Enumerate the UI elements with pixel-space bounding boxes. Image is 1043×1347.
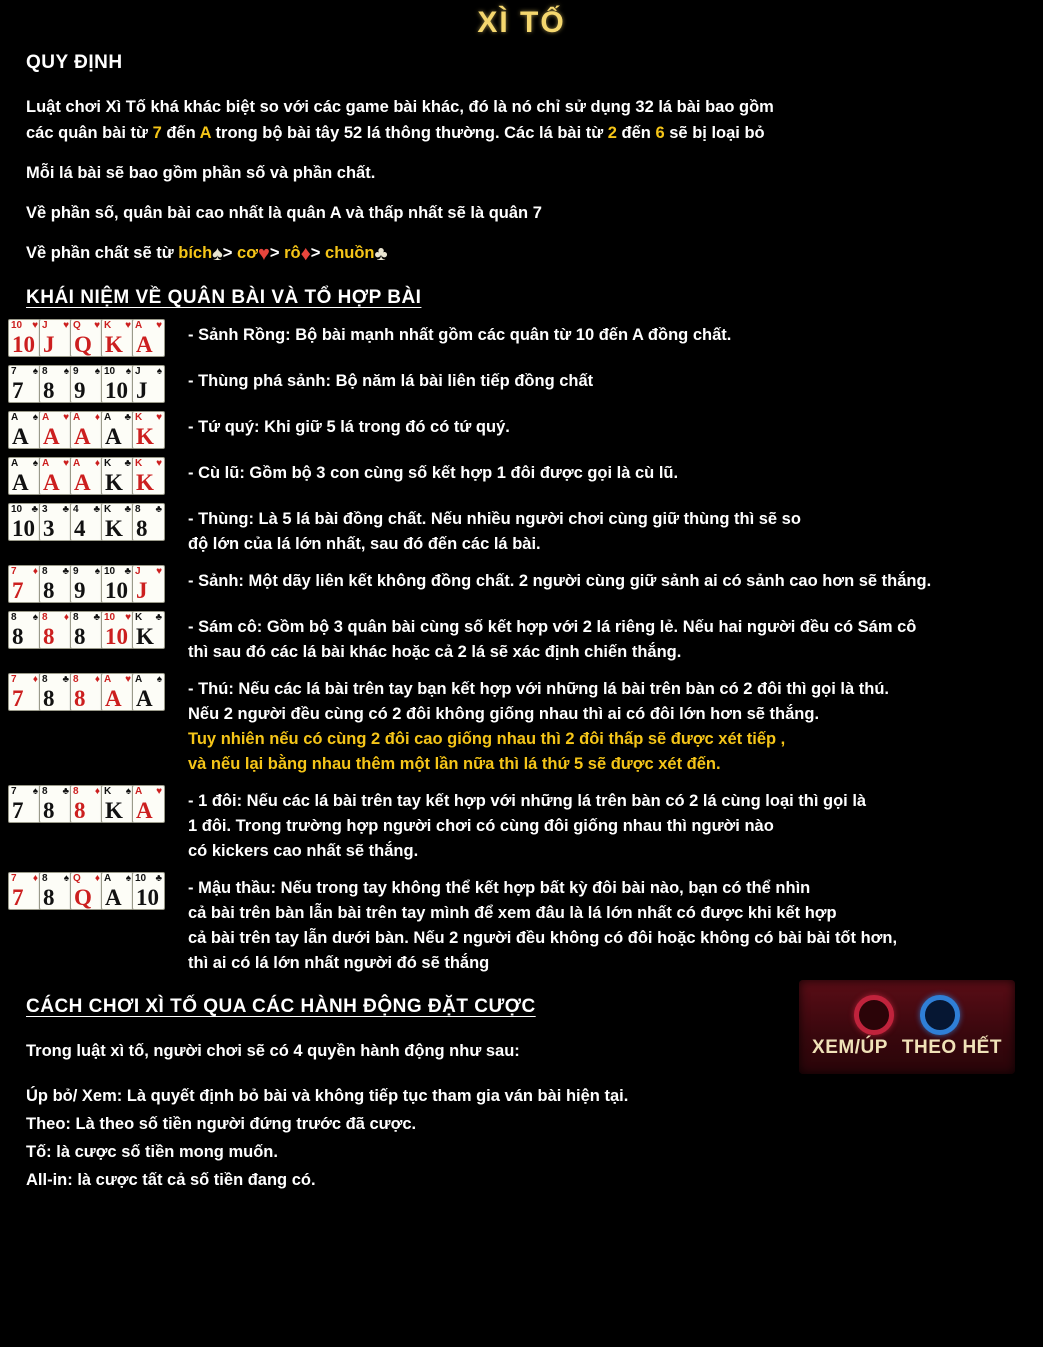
playing-card bbox=[70, 365, 103, 403]
card-rank-large: A bbox=[105, 424, 122, 449]
combo-description-line: cả bài trên bàn lẫn bài trên tay mình để xem đâu là lá lớn nhất có được khi kết hợp bbox=[188, 904, 837, 922]
card-rank: A bbox=[104, 412, 112, 423]
rules-p1-part4: đến bbox=[616, 124, 656, 142]
card-rank-large: J bbox=[43, 332, 55, 357]
playing-card bbox=[132, 319, 165, 357]
playing-card bbox=[39, 503, 72, 541]
card-rank-large: K bbox=[105, 470, 123, 495]
combo-description bbox=[188, 673, 1043, 777]
suit-label-spades: bích bbox=[178, 244, 213, 262]
card-suit-icon: ♥ bbox=[156, 566, 162, 577]
chip-label-fold: XEM/ÚP bbox=[812, 1037, 888, 1058]
card-rank: 8 bbox=[73, 612, 79, 623]
card-rank-large: 8 bbox=[12, 624, 24, 649]
combo-description-line: - Thùng: Là 5 lá bài đồng chất. Nếu nhiều người chơi cùng giữ thùng thì sẽ so bbox=[188, 510, 801, 528]
card-suit-icon: ♦ bbox=[94, 786, 100, 797]
card-rank: K bbox=[135, 458, 143, 469]
card-rank: 9 bbox=[73, 566, 79, 577]
card-rank-large: 8 bbox=[136, 516, 148, 541]
card-rank: 8 bbox=[73, 786, 79, 797]
card-suit-icon: ♠ bbox=[32, 612, 38, 623]
card-suit-icon: ♥ bbox=[156, 412, 162, 423]
fold-chip-icon[interactable] bbox=[854, 995, 894, 1035]
card-suit-icon: ♣ bbox=[62, 786, 69, 797]
card-rank-large: A bbox=[43, 470, 60, 495]
rules-p1-part1: các quân bài từ bbox=[26, 124, 153, 142]
combo-row bbox=[8, 785, 1043, 864]
heart-icon: ♥ bbox=[257, 243, 270, 265]
card-suit-icon: ♠ bbox=[32, 786, 38, 797]
playing-card bbox=[70, 785, 103, 823]
card-suit-icon: ♠ bbox=[156, 366, 162, 377]
card-rank-large: A bbox=[105, 885, 122, 910]
combo-description bbox=[188, 457, 1043, 486]
playing-card bbox=[8, 673, 41, 711]
combo-description bbox=[188, 319, 1043, 348]
playing-card bbox=[8, 565, 41, 603]
combo-description-line: cả bài trên tay lẫn dưới bàn. Nếu 2 người đều không có đôi hoặc không có bài bài tốt hơn, bbox=[188, 929, 898, 947]
playing-card bbox=[8, 503, 41, 541]
rules-p1-key-2: 2 bbox=[607, 124, 617, 142]
playing-card bbox=[39, 457, 72, 495]
playing-card bbox=[70, 319, 103, 357]
card-rank-large: 10 bbox=[136, 885, 159, 910]
card-rank: 8 bbox=[42, 786, 48, 797]
playing-card bbox=[39, 673, 72, 711]
card-rank-large: 3 bbox=[43, 516, 55, 541]
combo-row bbox=[8, 365, 1043, 403]
combo-row bbox=[8, 611, 1043, 665]
combo-row bbox=[8, 411, 1043, 449]
card-rank: 10 bbox=[104, 366, 116, 377]
combo-row bbox=[8, 457, 1043, 495]
card-suit-icon: ♦ bbox=[63, 612, 69, 623]
card-suit-icon: ♥ bbox=[32, 320, 38, 331]
card-rank-large: 8 bbox=[43, 686, 55, 711]
card-suit-icon: ♣ bbox=[62, 674, 69, 685]
card-rank-large: 10 bbox=[12, 332, 35, 357]
betting-action-item: Tố: là cược số tiền mong muốn. bbox=[26, 1143, 278, 1161]
card-suit-icon: ♥ bbox=[94, 320, 100, 331]
card-rank: 9 bbox=[73, 366, 79, 377]
playing-card bbox=[101, 565, 134, 603]
betting-intro: Trong luật xì tố, người chơi sẽ có 4 quyền hành động như sau: bbox=[26, 1042, 520, 1060]
card-rank-large: 10 bbox=[12, 516, 35, 541]
card-rank: A bbox=[42, 412, 50, 423]
card-suit-icon: ♦ bbox=[32, 674, 38, 685]
combo-description-line: thì sau đó các lá bài khác hoặc cả 2 lá sẽ xác định chiến thắng. bbox=[188, 643, 682, 661]
page-title: XÌ TỐ bbox=[477, 6, 566, 39]
card-rank-large: 10 bbox=[105, 578, 128, 603]
card-suit-icon: ♣ bbox=[62, 566, 69, 577]
combo-description-line: - Mậu thầu: Nếu trong tay không thể kết hợp bất kỳ đôi bài nào, bạn có thể nhìn bbox=[188, 879, 811, 897]
combo-description bbox=[188, 365, 1043, 394]
playing-card bbox=[39, 611, 72, 649]
card-rank-large: A bbox=[136, 798, 153, 823]
playing-card bbox=[101, 673, 134, 711]
spade-icon: ♠ bbox=[212, 243, 223, 265]
card-rank: 10 bbox=[104, 612, 116, 623]
rules-p1-part3: trong bộ bài tây 52 lá thông thường. Các lá bài từ bbox=[210, 124, 608, 142]
betting-section bbox=[0, 996, 1043, 1194]
card-suit-icon: ♠ bbox=[32, 366, 38, 377]
card-rank-large: 9 bbox=[74, 378, 86, 403]
card-rank-large: 7 bbox=[12, 578, 24, 603]
betting-action-item: Theo: Là theo số tiền người đứng trước đã cược. bbox=[26, 1115, 417, 1133]
card-rank: A bbox=[42, 458, 50, 469]
playing-card bbox=[101, 611, 134, 649]
card-rank: K bbox=[135, 412, 143, 423]
playing-card bbox=[70, 457, 103, 495]
combo-description-line: - Sảnh Rồng: Bộ bài mạnh nhất gồm các quân từ 10 đến A đồng chất. bbox=[188, 326, 732, 344]
card-suit-icon: ♥ bbox=[63, 458, 69, 469]
call-all-chip-icon[interactable] bbox=[920, 995, 960, 1035]
card-suit-icon: ♠ bbox=[63, 873, 69, 884]
combo-note-line: và nếu lại bằng nhau thêm một lần nữa thì lá thứ 5 sẽ được xét đến. bbox=[188, 755, 721, 773]
card-suit-icon: ♦ bbox=[32, 873, 38, 884]
combo-description bbox=[188, 611, 1043, 665]
playing-card bbox=[101, 365, 134, 403]
card-rank: 10 bbox=[11, 504, 23, 515]
chips-labels bbox=[812, 1037, 1002, 1059]
card-suit-icon: ♣ bbox=[31, 504, 38, 515]
card-suit-icon: ♣ bbox=[93, 504, 100, 515]
hand-thung-pha-sanh bbox=[8, 365, 188, 403]
rules-p1-line1: Luật chơi Xì Tố khá khác biệt so với các game bài khác, đó là nó chỉ sử dụng 32 lá bài bao gồm bbox=[26, 98, 774, 116]
card-rank: 8 bbox=[42, 873, 48, 884]
card-suit-icon: ♣ bbox=[62, 504, 69, 515]
card-suit-icon: ♣ bbox=[93, 612, 100, 623]
suit-sep-1: > bbox=[222, 244, 238, 262]
card-rank: K bbox=[104, 320, 112, 331]
card-rank: K bbox=[104, 458, 112, 469]
rules-paragraph-4-suit-order bbox=[26, 240, 1026, 267]
playing-card bbox=[101, 457, 134, 495]
combo-description bbox=[188, 872, 1043, 976]
card-suit-icon: ♠ bbox=[156, 674, 162, 685]
betting-actions-list bbox=[26, 1082, 1043, 1194]
betting-action-badge bbox=[799, 980, 1015, 1074]
card-rank: A bbox=[135, 674, 143, 685]
card-rank-large: 9 bbox=[74, 578, 86, 603]
card-rank-large: A bbox=[12, 470, 29, 495]
combos-list bbox=[0, 319, 1043, 976]
card-rank-large: 4 bbox=[74, 516, 86, 541]
card-rank: 7 bbox=[11, 674, 17, 685]
rules-paragraph-2: Mỗi lá bài sẽ bao gồm phần số và phần chất. bbox=[26, 164, 376, 182]
hand-sanh bbox=[8, 565, 188, 603]
rules-p1-key-7: 7 bbox=[152, 124, 162, 142]
card-suit-icon: ♣ bbox=[124, 504, 131, 515]
card-rank-large: A bbox=[105, 686, 122, 711]
card-rank: 7 bbox=[11, 366, 17, 377]
playing-card bbox=[101, 785, 134, 823]
playing-card bbox=[70, 673, 103, 711]
card-rank-large: 10 bbox=[105, 624, 128, 649]
card-rank-large: 7 bbox=[12, 885, 24, 910]
card-rank-large: 8 bbox=[43, 624, 55, 649]
card-suit-icon: ♣ bbox=[155, 504, 162, 515]
card-suit-icon: ♠ bbox=[125, 786, 131, 797]
card-suit-icon: ♠ bbox=[32, 458, 38, 469]
playing-card bbox=[132, 872, 165, 910]
card-suit-icon: ♥ bbox=[63, 320, 69, 331]
combo-description-line: thì ai có lá lớn nhất người đó sẽ thắng bbox=[188, 954, 490, 972]
card-rank: Q bbox=[73, 320, 81, 331]
combo-description bbox=[188, 785, 1043, 864]
card-suit-icon: ♠ bbox=[94, 566, 100, 577]
playing-card bbox=[132, 565, 165, 603]
card-rank-large: A bbox=[74, 424, 91, 449]
card-rank-large: 7 bbox=[12, 686, 24, 711]
playing-card bbox=[101, 503, 134, 541]
card-rank: A bbox=[11, 412, 19, 423]
card-rank-large: 7 bbox=[12, 378, 24, 403]
betting-heading: CÁCH CHƠI XÌ TỐ QUA CÁC HÀNH ĐỘNG ĐẶT CƯỢC bbox=[26, 996, 536, 1017]
card-rank: 8 bbox=[42, 612, 48, 623]
card-rank-large: K bbox=[136, 624, 154, 649]
playing-card bbox=[39, 411, 72, 449]
playing-card bbox=[132, 457, 165, 495]
playing-card bbox=[8, 785, 41, 823]
combo-row bbox=[8, 872, 1043, 976]
card-suit-icon: ♠ bbox=[63, 366, 69, 377]
rules-p1-part2: đến bbox=[161, 124, 200, 142]
hand-mot-doi bbox=[8, 785, 188, 823]
hand-cu-lu bbox=[8, 457, 188, 495]
playing-card bbox=[39, 365, 72, 403]
combo-note-line: Tuy nhiên nếu có cùng 2 đôi cao giống nhau thì 2 đôi thấp sẽ được xét tiếp , bbox=[188, 730, 786, 748]
rules-paragraph-3: Về phần số, quân bài cao nhất là quân A và thấp nhất sẽ là quân 7 bbox=[26, 204, 542, 222]
card-rank: 8 bbox=[135, 504, 141, 515]
combo-description-line: - Sảnh: Một dãy liên kết không đồng chất. 2 người cùng giữ sảnh ai có sảnh cao hơn sẽ thắng. bbox=[188, 572, 932, 590]
card-rank-large: A bbox=[12, 424, 29, 449]
card-rank: J bbox=[135, 366, 141, 377]
card-rank: A bbox=[135, 320, 143, 331]
card-suit-icon: ♠ bbox=[125, 873, 131, 884]
club-icon: ♣ bbox=[374, 243, 388, 265]
playing-card bbox=[8, 411, 41, 449]
playing-card bbox=[8, 365, 41, 403]
card-rank-large: K bbox=[105, 516, 123, 541]
card-suit-icon: ♠ bbox=[94, 366, 100, 377]
card-suit-icon: ♣ bbox=[155, 612, 162, 623]
card-suit-icon: ♠ bbox=[32, 412, 38, 423]
card-rank: 8 bbox=[73, 674, 79, 685]
card-rank-large: 8 bbox=[43, 798, 55, 823]
playing-card bbox=[39, 872, 72, 910]
combo-description-line: - Tứ quý: Khi giữ 5 lá trong đó có tứ quý. bbox=[188, 418, 510, 436]
card-rank-large: K bbox=[105, 798, 123, 823]
card-suit-icon: ♥ bbox=[125, 320, 131, 331]
rules-p1-key-6: 6 bbox=[655, 124, 665, 142]
card-rank-large: 8 bbox=[74, 686, 86, 711]
card-suit-icon: ♦ bbox=[94, 412, 100, 423]
chips-row bbox=[854, 995, 960, 1035]
card-rank: A bbox=[73, 412, 81, 423]
chip-label-call-all: THEO HẾT bbox=[901, 1037, 1002, 1058]
card-rank: 7 bbox=[11, 873, 17, 884]
playing-card bbox=[8, 611, 41, 649]
suit-label-diamonds: rô bbox=[284, 244, 301, 262]
card-suit-icon: ♦ bbox=[94, 674, 100, 685]
card-suit-icon: ♥ bbox=[125, 674, 131, 685]
card-rank: 10 bbox=[104, 566, 116, 577]
card-suit-icon: ♣ bbox=[124, 566, 131, 577]
combo-row bbox=[8, 673, 1043, 777]
suit-sep-3: > bbox=[310, 244, 326, 262]
suit-order-prefix: Về phần chất sẽ từ bbox=[26, 244, 179, 262]
diamond-icon: ♦ bbox=[300, 243, 311, 265]
combo-description-line: Nếu 2 người đều cùng có 2 đôi không giống nhau thì ai có đôi lớn hơn sẽ thắng. bbox=[188, 705, 820, 723]
card-rank: A bbox=[104, 873, 112, 884]
card-rank-large: J bbox=[136, 578, 148, 603]
playing-card bbox=[101, 319, 134, 357]
card-rank-large: 8 bbox=[74, 798, 86, 823]
betting-action-item: Úp bỏ/ Xem: Là quyết định bỏ bài và không tiếp tục tham gia ván bài hiện tại. bbox=[26, 1087, 629, 1105]
card-suit-icon: ♣ bbox=[124, 458, 131, 469]
combos-heading: KHÁI NIỆM VỀ QUÂN BÀI VÀ TỔ HỢP BÀI bbox=[26, 287, 422, 308]
combo-row bbox=[8, 565, 1043, 603]
playing-card bbox=[132, 785, 165, 823]
card-suit-icon: ♣ bbox=[124, 412, 131, 423]
combo-description-line: - 1 đôi: Nếu các lá bài trên tay kết hợp với những lá trên bàn có 2 lá cùng loại thì gọi là bbox=[188, 792, 867, 810]
card-rank: A bbox=[11, 458, 19, 469]
combo-row bbox=[8, 503, 1043, 557]
card-rank: K bbox=[104, 504, 112, 515]
card-suit-icon: ♠ bbox=[125, 366, 131, 377]
playing-card bbox=[70, 565, 103, 603]
card-suit-icon: ♦ bbox=[94, 873, 100, 884]
card-rank-large: Q bbox=[74, 885, 92, 910]
card-rank-large: 8 bbox=[43, 378, 55, 403]
hand-sam-co bbox=[8, 611, 188, 649]
card-rank-large: Q bbox=[74, 332, 92, 357]
playing-card bbox=[8, 319, 41, 357]
suit-sep-2: > bbox=[269, 244, 285, 262]
combo-description bbox=[188, 411, 1043, 440]
card-rank-large: 8 bbox=[43, 885, 55, 910]
combo-description-line: - Sám cô: Gồm bộ 3 quân bài cùng số kết hợp với 2 lá riêng lẻ. Nếu hai người đều có Sám cô bbox=[188, 618, 917, 636]
card-rank-large: K bbox=[136, 424, 154, 449]
playing-card bbox=[8, 872, 41, 910]
playing-card bbox=[132, 365, 165, 403]
card-suit-icon: ♥ bbox=[156, 786, 162, 797]
card-suit-icon: ♦ bbox=[94, 458, 100, 469]
card-rank: A bbox=[135, 786, 143, 797]
playing-card bbox=[70, 411, 103, 449]
combo-description-line: - Cù lũ: Gồm bộ 3 con cùng số kết hợp 1 đôi được gọi là cù lũ. bbox=[188, 464, 679, 482]
playing-card bbox=[132, 611, 165, 649]
playing-card bbox=[70, 611, 103, 649]
playing-card bbox=[70, 503, 103, 541]
card-rank-large: A bbox=[136, 686, 153, 711]
playing-card bbox=[101, 411, 134, 449]
card-rank: 4 bbox=[73, 504, 79, 515]
suit-label-hearts: cơ bbox=[237, 244, 258, 262]
card-suit-icon: ♥ bbox=[125, 612, 131, 623]
playing-card bbox=[132, 411, 165, 449]
combo-row bbox=[8, 319, 1043, 357]
rules-p1-part5: sẽ bị loại bỏ bbox=[664, 124, 765, 142]
rules-heading: QUY ĐỊNH bbox=[26, 52, 123, 73]
card-rank: J bbox=[42, 320, 48, 331]
card-rank-large: 7 bbox=[12, 798, 24, 823]
card-rank-large: 8 bbox=[43, 578, 55, 603]
playing-card bbox=[70, 872, 103, 910]
combo-description bbox=[188, 503, 1043, 557]
card-rank-large: A bbox=[43, 424, 60, 449]
playing-card bbox=[132, 673, 165, 711]
card-rank-large: 8 bbox=[74, 624, 86, 649]
betting-action-item: All-in: là cược tất cả số tiền đang có. bbox=[26, 1171, 316, 1189]
card-suit-icon: ♥ bbox=[156, 320, 162, 331]
card-rank: K bbox=[135, 612, 143, 623]
playing-card bbox=[39, 565, 72, 603]
rules-p1-key-A: A bbox=[199, 124, 211, 142]
card-rank: 8 bbox=[11, 612, 17, 623]
hand-tu-quy bbox=[8, 411, 188, 449]
card-rank-large: A bbox=[74, 470, 91, 495]
card-rank: A bbox=[73, 458, 81, 469]
card-rank-large: K bbox=[105, 332, 123, 357]
card-rank: 10 bbox=[135, 873, 147, 884]
hand-sanh-rong bbox=[8, 319, 188, 357]
card-rank: J bbox=[135, 566, 141, 577]
card-suit-icon: ♣ bbox=[155, 873, 162, 884]
card-rank: 7 bbox=[11, 566, 17, 577]
card-rank: 8 bbox=[42, 674, 48, 685]
playing-card bbox=[132, 503, 165, 541]
combo-description-line: độ lớn của lá lớn nhất, sau đó đến các lá bài. bbox=[188, 535, 541, 553]
card-rank: 7 bbox=[11, 786, 17, 797]
card-rank: 8 bbox=[42, 566, 48, 577]
card-rank-large: A bbox=[136, 332, 153, 357]
card-rank-large: 10 bbox=[105, 378, 128, 403]
card-suit-icon: ♥ bbox=[63, 412, 69, 423]
card-rank: 3 bbox=[42, 504, 48, 515]
playing-card bbox=[39, 785, 72, 823]
card-suit-icon: ♦ bbox=[32, 566, 38, 577]
card-rank: Q bbox=[73, 873, 81, 884]
combo-description-line: - Thùng phá sảnh: Bộ năm lá bài liên tiếp đồng chất bbox=[188, 372, 594, 390]
playing-card bbox=[8, 457, 41, 495]
combo-description bbox=[188, 565, 1043, 594]
combo-description-line: 1 đôi. Trong trường hợp người chơi có cùng đôi giống nhau thì người nào bbox=[188, 817, 774, 835]
combo-description-line: - Thú: Nếu các lá bài trên tay bạn kết hợp với những lá bài trên bàn có 2 đôi thì gọi là thú. bbox=[188, 680, 889, 698]
hand-mau-thau bbox=[8, 872, 188, 910]
card-rank: K bbox=[104, 786, 112, 797]
card-rank: 10 bbox=[11, 320, 23, 331]
card-rank: 8 bbox=[42, 366, 48, 377]
rules-paragraph-1 bbox=[26, 94, 1026, 146]
hand-thung bbox=[8, 503, 188, 541]
card-suit-icon: ♥ bbox=[156, 458, 162, 469]
hand-thu bbox=[8, 673, 188, 711]
card-rank-large: K bbox=[136, 470, 154, 495]
combo-description-line: có kickers cao nhất sẽ thắng. bbox=[188, 842, 419, 860]
suit-label-clubs: chuồn bbox=[325, 244, 375, 262]
card-rank-large: J bbox=[136, 378, 148, 403]
playing-card bbox=[101, 872, 134, 910]
card-rank: A bbox=[104, 674, 112, 685]
playing-card bbox=[39, 319, 72, 357]
